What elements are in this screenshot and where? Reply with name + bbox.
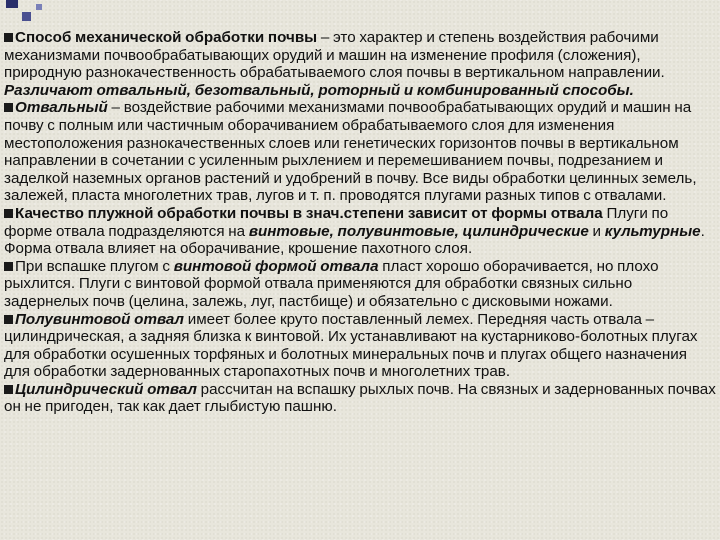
square-bullet-icon — [4, 103, 13, 112]
corner-square-small — [36, 4, 42, 10]
corner-square-medium — [22, 12, 31, 21]
plow-type-cultural: культурные — [604, 222, 701, 240]
semi-helical-description: имеет более круто поставленный лемех. Передняя часть отвала – цилиндрическая, а задняя близка к винтовой. Их устанавливают на кустарниково-болотных плугах для обработки осушенных торфяных и болотных минеральных почв и плугах общего назначения для обработки задернованных старопахотных почв и многолетних трав. — [4, 310, 698, 381]
paragraph-moldboard-method — [4, 99, 716, 205]
square-bullet-icon — [4, 209, 13, 218]
term-helical-moldboard: винтовой формой отвала — [173, 257, 379, 275]
methods-list-text: Различают отвальный, безотвальный, роторный и комбинированный способы. — [4, 81, 634, 99]
term-cylindrical-moldboard: Цилиндрический отвал — [15, 380, 197, 398]
term-moldboard: Отвальный — [15, 99, 108, 117]
slide-text — [4, 29, 716, 416]
paragraph-soil-cultivation-method — [4, 29, 716, 99]
term-semi-helical-moldboard: Полувинтовой отвал — [15, 310, 185, 328]
corner-square-large — [6, 0, 18, 8]
plowing-quality-heading: Качество плужной обработки почвы в знач.степени зависит от формы отвала — [15, 204, 603, 222]
term-cultivation-method: Способ механической обработки почвы — [15, 29, 318, 46]
definition-text: – это характер и степень воздействия рабочими механизмами почвообрабатывающих орудий и машин на изменение профиля (сложения), природную разнокачественность обрабатываемого слоя почвы в вертикальном направлении. — [4, 29, 665, 82]
moldboard-description: – воздействие рабочими механизмами почвообрабатывающих орудий и машин на почву с полным или частичным оборачиванием обрабатываемого слоя для изменения местоположения разнокачественных слоев или генетических горизонтов почвы в вертикальном направлении в сочетании с усиленным рыхлением и перемешиванием почвы, подрезанием и заделкой наземных органов растений и удобрений в почву. Все виды обработки целинных земель, залежей, пласта многолетних трав, лугов и т. п. проводятся плугами разных типов с отвалами. — [4, 99, 697, 205]
helical-intro: При вспашке плугом с — [15, 257, 174, 275]
plow-types-intro: Плуги по форме отвала подразделяются на — [4, 204, 669, 240]
cylindrical-description: рассчитан на вспашку рыхлых почв. На связных и задернованных почвах он не пригоден, так как дает глыбистую пашню. — [4, 380, 716, 416]
square-bullet-icon — [4, 33, 13, 42]
paragraph-helical-moldboard — [4, 258, 716, 311]
helical-description: пласт хорошо оборачивается, но плохо рыхлится. Плуги с винтовой формой отвала применяются для обработки связных сильно задернелых почв (целина, залежь, луг, пастбище) и обязательно с дисковыми ножами. — [4, 257, 659, 310]
moldboard-shape-effect: . Форма отвала влияет на оборачивание, крошение пахотного слоя. — [4, 222, 705, 258]
paragraph-semi-helical-moldboard — [4, 311, 716, 381]
paragraph-cylindrical-moldboard — [4, 381, 716, 416]
square-bullet-icon — [4, 315, 13, 324]
square-bullet-icon — [4, 262, 13, 271]
plow-types-list: винтовые, полувинтовые, цилиндрические — [248, 222, 589, 240]
square-bullet-icon — [4, 385, 13, 394]
conjunction-text: и — [588, 222, 605, 240]
paragraph-plowing-quality — [4, 205, 716, 258]
